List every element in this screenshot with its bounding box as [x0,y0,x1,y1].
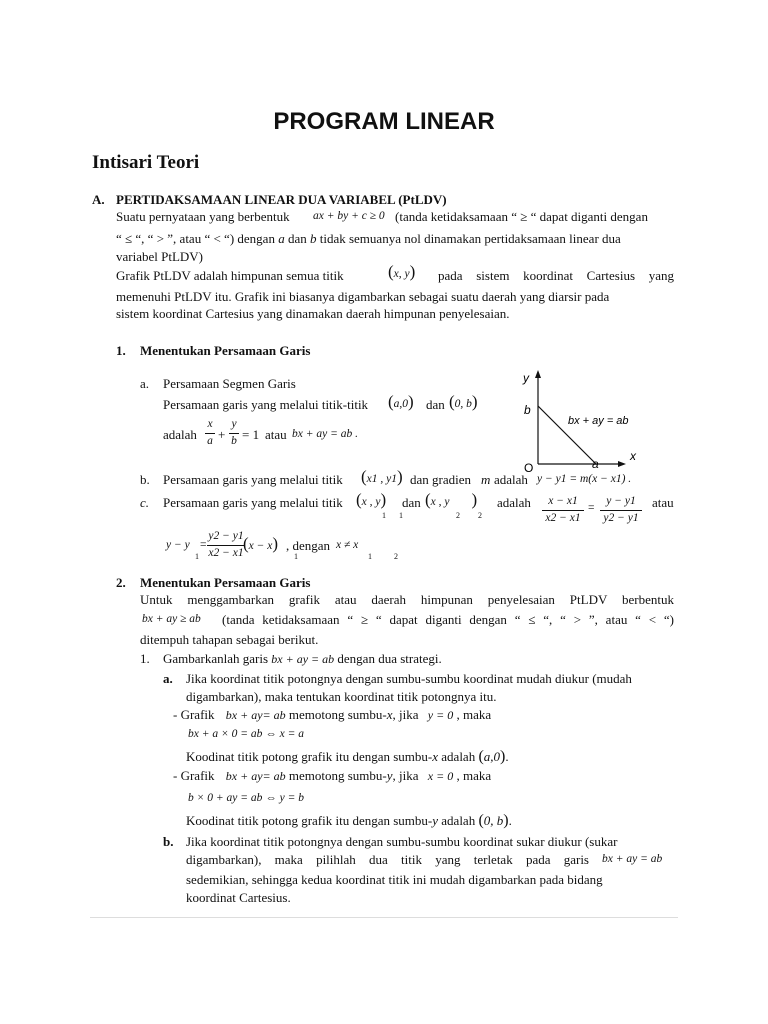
strategy-a-line2: digambarkan), maka tentukan koordinat titik potongnya itu. [186,689,497,704]
grafik-y-mid: memotong sumbu- [288,768,387,783]
y-axis-arrow [535,370,541,378]
intercept-form: bx + ay = ab . [292,428,358,440]
g2-res-point: 0, b [483,813,504,828]
intro-text: Suatu pernyataan yang berbentuk [116,209,290,224]
item-b-text: Persamaan garis yang melalui titik [163,472,343,487]
grafik-y-expression: bx + ay= ab [225,769,286,783]
item-b-label: b. [140,472,150,487]
frac2-den: b [231,434,237,447]
graph-origin-label: O [524,461,534,474]
graph-point: (x, y) [388,262,416,281]
intro-var-a: a [278,231,285,246]
section-heading: Intisari Teori [92,152,200,173]
line-graph [510,364,650,474]
fraction-slope [207,531,245,559]
item-b-text2: dan gradien [410,472,472,487]
g1-res-point: a,0 [483,749,501,764]
grafik-y [173,769,491,782]
c-paren-text: x − x [248,540,273,552]
page-title: PROGRAM LINEAR [273,108,495,135]
grafik-x-expression: bx + ay= ab [225,708,286,722]
plus-sign: + [218,427,226,442]
atau-text: atau [265,427,287,442]
frac1-den: a [207,434,213,447]
grafik-x-prefix: - Grafik [173,707,215,722]
intro-text-b: (tanda ketidaksamaan “ ≥ “ dapat diganti dengan [395,209,648,224]
sub2-para3: ditempuh tahapan sebagai berikut. [140,632,319,647]
graph-line3: sistem koordinat Cartesius yang dinamakan daerah himpunan penyelesaian. [116,306,510,321]
grafik-y-jika: , jika [392,768,419,783]
strategy-b-line3: sedemikian, sehingga kedua koordinat titik ini mudah digambarkan pada bidang [186,872,603,887]
item-c-atau: atau [652,495,674,510]
strategy-b-line2: digambarkan), maka pilihlah dua titik yang terletak pada garis [186,852,589,867]
g1-res-text: Koodinat titik potong grafik itu dengan sumbu- [186,749,433,764]
item-b-point: (x1 , y1) [361,467,403,486]
item-c-point2: (x , y ) [425,490,478,509]
grafik-x-result: Koodinat titik potong grafik itu dengan sumbu-x adalah (a,0). [186,748,509,765]
item-c-sub1b: 1 [399,511,403,520]
grafik-y-maka: , maka [456,768,492,783]
frac2-num: y [231,418,237,430]
strategy-a-label: a. [163,671,173,686]
item-c-adalah: adalah [497,495,531,510]
grafik-y-calculation: b × 0 + ay = ab ⇔ y = b [188,792,304,804]
item-a-point1-text: a,0 [393,398,409,410]
sub1-heading: Menentukan Persamaan Garis [140,343,311,358]
graph-x-label: x [630,449,636,463]
intro-line3: variabel PtLDV) [116,249,204,264]
grafik-y-axis: y [386,768,393,783]
c-dengan: , dengan [286,538,331,553]
item-c-sub1a: 1 [382,511,386,520]
equals-one: = 1 [242,427,260,442]
page-divider [90,917,678,918]
g2-res-adalah: adalah [441,813,476,828]
item-b-m: m [481,472,491,487]
intro-line2-a: “ ≤ “, “ > ”, atau “ < “) dengan [116,231,275,246]
g1-res-adalah: adalah [441,749,476,764]
grafik-y-result: Koodinat titik potong grafik itu dengan sumbu-y adalah (0, b). [186,812,512,829]
grafik-x-jika: , jika [392,707,419,722]
item-c-point2-text: x , y [430,496,450,508]
step1-label: 1. [140,651,150,666]
item-a-point2-text: 0, b [454,398,472,410]
c-condition: x ≠ x [336,539,359,551]
strategy-b-label: b. [163,834,174,849]
point-slope-form: y − y1 = m(x − x1) . [537,473,632,485]
g2-res-text: Koodinat titik potong grafik itu dengan sumbu- [186,813,433,828]
x-axis-arrow [618,461,626,467]
c-eq-left-sub: 1 [195,552,199,561]
item-c-point1-text: x , y [361,496,381,508]
section-a-heading: PERTIDAKSAMAAN LINEAR DUA VARIABEL (PtLDV) [116,192,447,207]
grafik-x-condition: y = 0 [427,708,454,722]
c-eq-left-sign: = [200,539,207,551]
sub1-label: 1. [116,343,126,358]
step1-expression: bx + ay = ab [271,652,335,666]
fraction-y-over-b [229,419,239,447]
intro-var-b: b [309,231,317,246]
grafik-y-prefix: - Grafik [173,768,215,783]
sub2-label: 2. [116,575,126,590]
c-cond-sub2: 2 [394,552,398,561]
graph-y-label: y [523,371,529,385]
item-c-label: c. [140,495,150,510]
graph-text-a: Grafik PtLDV adalah himpunan semua titik [116,268,344,283]
item-c-point1: (x , y) [356,490,387,509]
graph-point-text: x, y [393,268,410,280]
sub2-expression: bx + ay ≥ ab [142,613,201,625]
step1-text [163,652,442,665]
fraction-x-ratio [542,496,584,524]
section-a-label: A. [92,192,105,207]
c-paren-expr: (x − x) [243,534,279,553]
strategy-b-line1: Jika koordinat titik potongnya dengan sumbu-sumbu koordinat sukar diukur (sukar [186,834,618,849]
strategy-a-line1: Jika koordinat titik potongnya dengan sumbu-sumbu koordinat mudah diukur (mudah [186,671,632,686]
grafik-x-maka: , maka [456,707,492,722]
g1-res-dot: . [505,749,509,764]
fraction-x-over-a [205,419,215,447]
c-f2-num: y − y1 [606,495,636,507]
c-f3-num: y2 − y1 [208,530,244,542]
item-a-title: Persamaan Segmen Garis [163,376,296,391]
g2-res-dot: . [508,813,512,828]
item-c-sub2b: 2 [478,511,482,520]
graph-line2: memenuhi PtLDV itu. Grafik ini biasanya digambarkan sebagai suatu daerah yang diarsir pada [116,289,610,304]
grafik-y-condition: x = 0 [427,769,454,783]
item-a-adalah: adalah [163,427,197,442]
intro-line2-e: tidak semuanya nol dinamakan pertidaksamaan linear dua [319,231,621,246]
grafik-x-axis: x [386,707,393,722]
item-c-text: Persamaan garis yang melalui titik [163,495,343,510]
c-f3-den: x2 − x1 [208,546,244,559]
item-a-point1: (a,0) [388,392,414,411]
strategy-b-expression: bx + ay = ab [602,853,663,865]
grafik-x-mid: memotong sumbu- [288,707,387,722]
c-paren-sub: 1 [294,552,298,561]
item-b-adalah: adalah [494,472,528,487]
item-a-dan: dan [426,397,445,412]
c-equals: = [588,502,595,514]
intro-line2 [116,232,621,245]
item-a-point2: (0, b) [449,392,478,411]
graph-b-label: b [524,403,531,417]
item-a-label: a. [140,376,150,391]
step1-text-a: Gambarkanlah garis [163,651,269,666]
intro-expression: ax + by + c ≥ 0 [313,210,385,222]
c-f2-den: y2 − y1 [603,511,639,524]
c-eq-left: y − y [166,539,190,551]
item-c-sub2a: 2 [456,511,460,520]
sub2-heading: Menentukan Persamaan Garis [140,575,311,590]
graph-equation-label: bx + ay = ab [568,415,629,427]
item-a-text: Persamaan garis yang melalui titik-titik [163,397,369,412]
sub2-para1: Untuk menggambarkan grafik atau daerah himpunan penyelesaian PtLDV berbentuk [140,592,674,607]
item-b-point-text: x1 , y1 [366,473,398,485]
step1-text-b: dengan dua strategi. [337,651,442,666]
graph-text-b: pada sistem koordinat Cartesius yang [438,268,674,283]
frac1-num: x [207,418,213,430]
sub2-para2: (tanda ketidaksamaan “ ≥ “ dapat diganti dengan “ ≤ “, “ > ”, atau “ < “) [222,612,674,627]
item-c-dan: dan [402,495,421,510]
grafik-x-calculation: bx + a × 0 = ab ⇔ x = a [188,728,304,740]
g2-res-axis: y [432,813,439,828]
strategy-b-line4: koordinat Cartesius. [186,890,291,905]
g1-res-axis: x [432,749,439,764]
graph-a-label: a [592,457,599,471]
c-cond-sub1: 1 [368,552,372,561]
c-f1-den: x2 − x1 [545,511,581,524]
c-f1-num: x − x1 [548,495,578,507]
fraction-y-ratio [600,496,642,524]
grafik-x [173,708,491,721]
intro-line2-c: dan [287,231,307,246]
